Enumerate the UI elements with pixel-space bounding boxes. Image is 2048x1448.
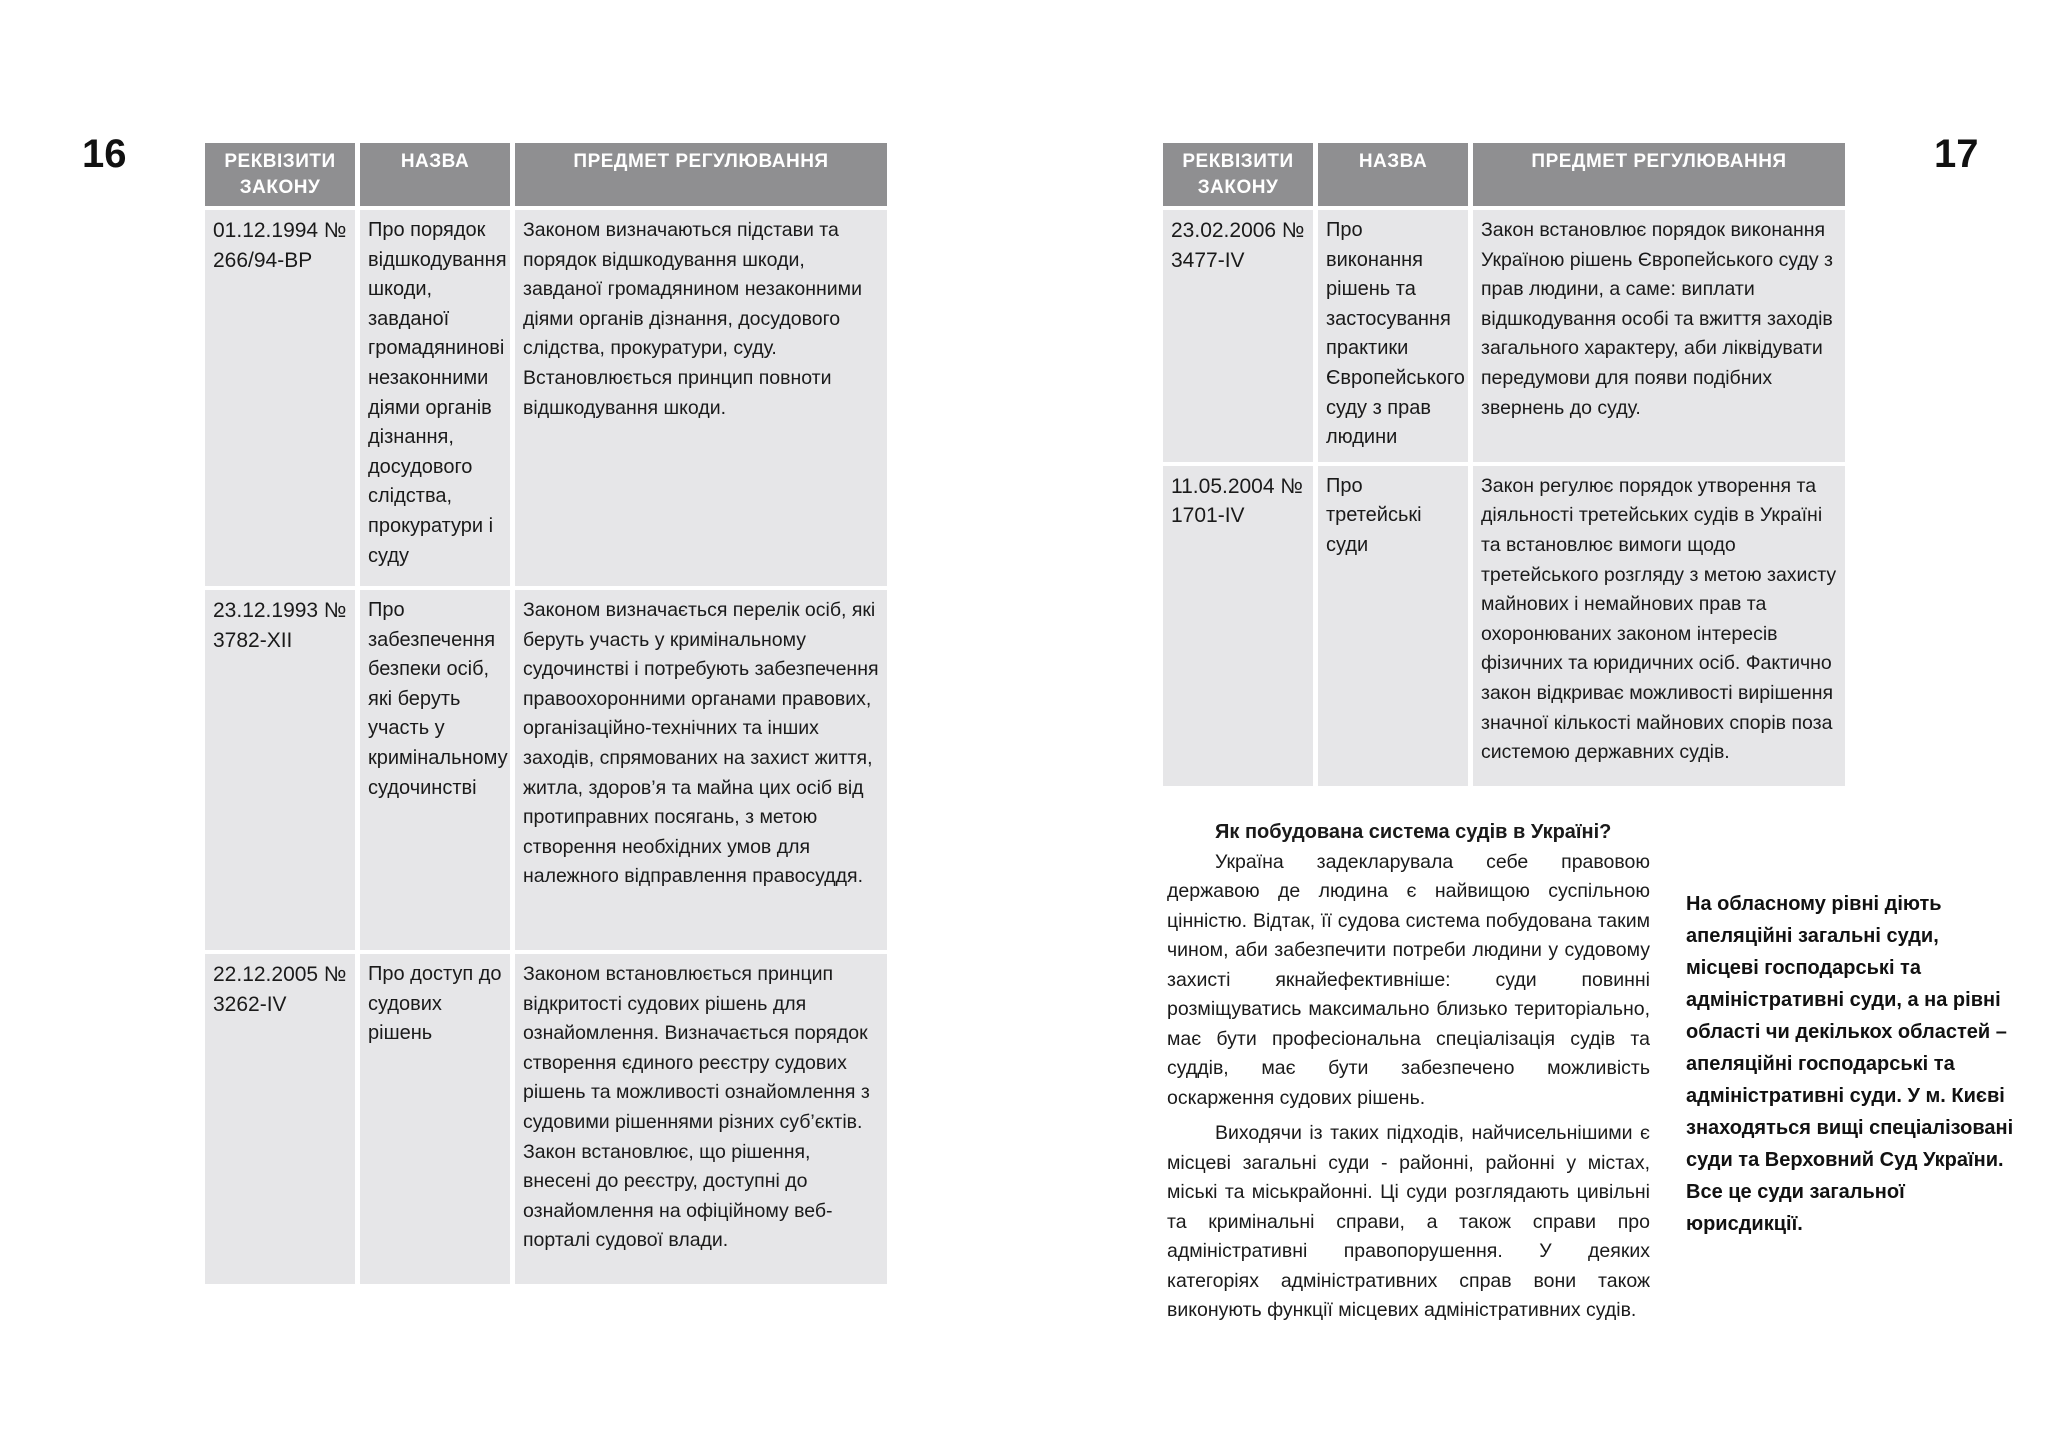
sidebar-callout: На обласному рівні діють апеляційні загальні суди, місцеві господарські та адміністративні суди, а на рівні області чи декількох областей – апеляційні господарські та адміністративні суди. У м. Києві знаходяться вищі спеціалізовані суди та Верховний Суд України. Все це суди загальної юрисдикції. xyxy=(1686,893,2014,1235)
table-row xyxy=(1163,466,1845,786)
header-requisites: РЕКВІЗИТИ ЗАКОНУ xyxy=(1163,143,1313,206)
courts-system-section xyxy=(1167,818,1650,1326)
law-requisites: 22.12.2005 № 3262-IV xyxy=(205,954,355,1284)
law-name: Про забезпечення безпеки осіб, які беруть участь у кримінальному судочинстві xyxy=(360,590,510,950)
table-row xyxy=(1163,210,1845,462)
law-requisites: 23.12.1993 № 3782-XII xyxy=(205,590,355,950)
law-name: Про порядок відшкодування шкоди, завданої громадянинові незаконними діями органів дізнання, досудового слідства, прокуратури і суду xyxy=(360,210,510,586)
law-subject: Закон встановлює порядок виконання Україною рішень Європейського суду з прав людини, а саме: виплати відшкодування особі та вжиття заходів загального характеру, аби ліквідувати передумови для появи подібних звернень до суду. xyxy=(1473,210,1845,462)
table-header-row xyxy=(1163,143,1845,206)
table-row xyxy=(205,590,887,950)
section-paragraph: Україна задекларувала себе правовою державою де людина є найвищою суспільною цінністю. Відтак, її судова система побудована таким чином, аби забезпечити потреби людини у судовому захисті якнайефективніше: суди повинні розміщуватись максимально близько територіально, має бути професіональна спеціалізація судів та суддів, має бути забезпечено можливість оскарження судових рішень. xyxy=(1167,850,1650,1109)
laws-table-right xyxy=(1158,139,1850,790)
header-requisites: РЕКВІЗИТИ ЗАКОНУ xyxy=(205,143,355,206)
header-name: НАЗВА xyxy=(1318,143,1468,206)
section-heading: Як побудована система судів в Україні? xyxy=(1215,821,1612,843)
page-number-right: 17 xyxy=(1934,132,1979,176)
law-subject: Законом визначається перелік осіб, які беруть участь у кримінальному судочинстві і потребують забезпечення правоохоронними органами правових, організаційно-технічних та інших заходів, спрямованих на захист життя, житла, здоров’я та майна цих осіб від протиправних посягань, з метою створення необхідних умов для належного відправлення правосуддя. xyxy=(515,590,887,950)
law-requisites: 11.05.2004 № 1701-IV xyxy=(1163,466,1313,786)
law-name: Про доступ до судових рішень xyxy=(360,954,510,1284)
laws-table-left xyxy=(200,139,892,1288)
law-name: Про виконання рішень та застосування практики Європейського суду з прав людини xyxy=(1318,210,1468,462)
law-requisites: 01.12.1994 № 266/94-ВР xyxy=(205,210,355,586)
section-paragraph: Виходячи із таких підходів, найчисельнішими є місцеві загальні суди - районні, районні у містах, міські та міськрайонні. Ці суди розглядають цивільні та кримінальні справи, а також справи про адміністративні правопорушення. У деяких категоріях адміністративних справ вони також виконують функції місцевих адміністративних судів. xyxy=(1167,1122,1650,1321)
table-row xyxy=(205,954,887,1284)
law-subject: Закон регулює порядок утворення та діяльності третейських судів в Україні та встановлює вимоги щодо третейського розгляду з метою захисту майнових і немайнових прав та охоронюваних законом інтересів фізичних та юридичних осіб. Фактично закон відкриває можливості вирішення значної кількості майнових спорів поза системою державних судів. xyxy=(1473,466,1845,786)
header-subject: ПРЕДМЕТ РЕГУЛЮВАННЯ xyxy=(515,143,887,206)
page-number-left: 16 xyxy=(82,132,127,176)
law-name: Про третейські суди xyxy=(1318,466,1468,786)
law-subject: Законом визначаються підстави та порядок відшкодування шкоди, завданої громадянином незаконними діями органів дізнання, досудового слідства, прокуратури, суду. Встановлюється принцип повноти відшкодування шкоди. xyxy=(515,210,887,586)
header-subject: ПРЕДМЕТ РЕГУЛЮВАННЯ xyxy=(1473,143,1845,206)
header-name: НАЗВА xyxy=(360,143,510,206)
table-header-row xyxy=(205,143,887,206)
law-subject: Законом встановлюється принцип відкритості судових рішень для ознайомлення. Визначається порядок створення єдиного реєстру судових рішень та можливості ознайомлення з судовими рішеннями різних суб’єктів. Закон встановлює, що рішення, внесені до реєстру, доступні до ознайомлення на офіційному веб-порталі судової влади. xyxy=(515,954,887,1284)
table-row xyxy=(205,210,887,586)
law-requisites: 23.02.2006 № 3477-IV xyxy=(1163,210,1313,462)
